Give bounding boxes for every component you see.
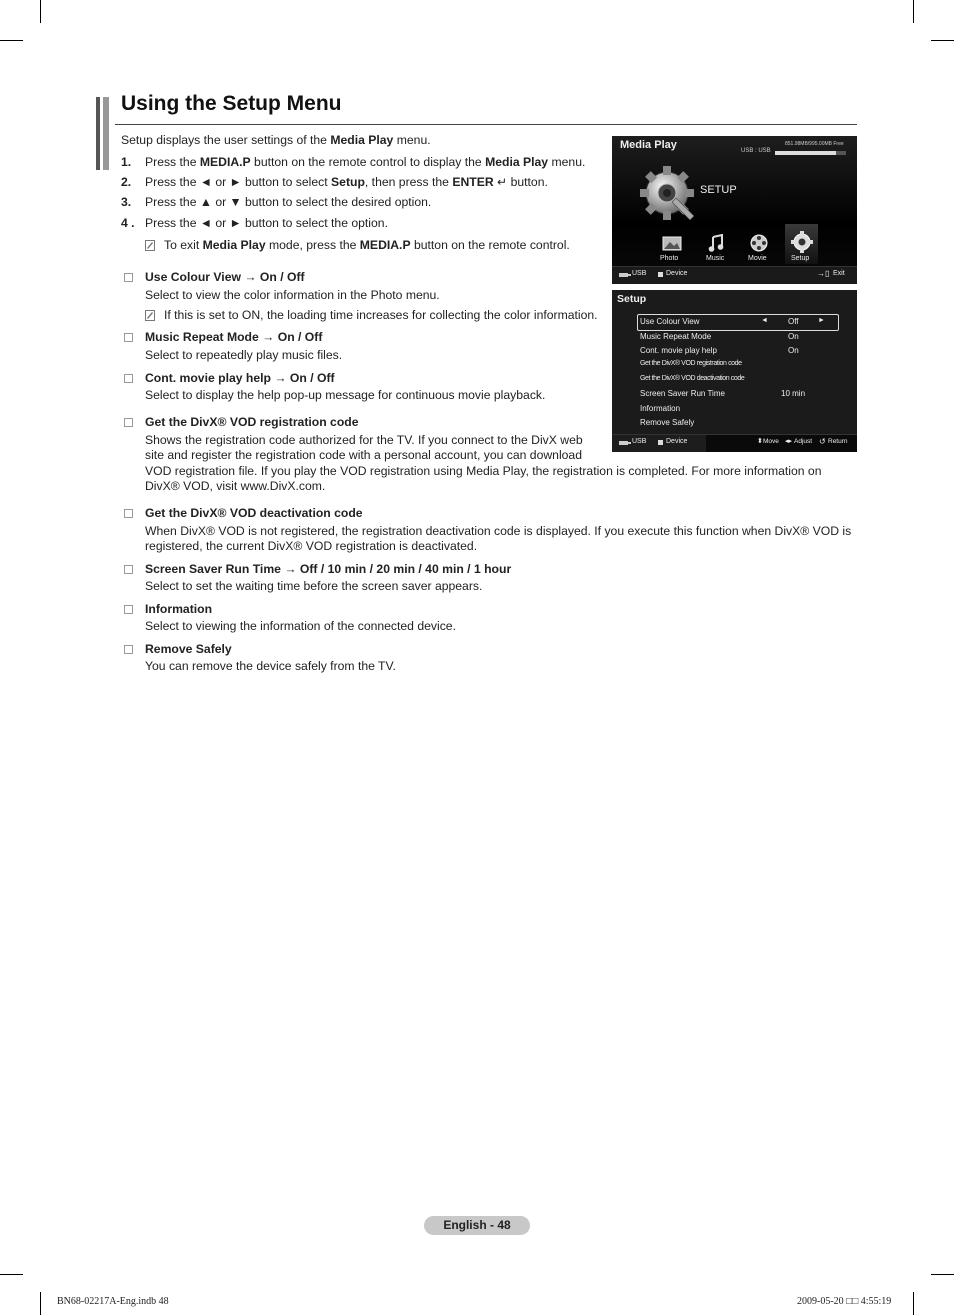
step-number: 1. (121, 155, 132, 169)
bullet-square-icon (124, 273, 133, 282)
setup-row-label[interactable]: Information (640, 404, 681, 413)
page-number-badge: English - 48 (424, 1216, 530, 1235)
usage-bar (775, 151, 846, 155)
media-play-title: Media Play (620, 139, 677, 151)
selected-menu-label: SETUP (700, 184, 737, 196)
arrow-right-icon[interactable]: ► (818, 317, 825, 324)
setup-row-value[interactable]: On (788, 332, 799, 341)
setup-row-label[interactable]: Get the DivX® VOD deactivation code (640, 375, 745, 382)
tab-photo[interactable]: Photo (660, 255, 679, 262)
text-run: Press the ▲ or ▼ button to select the desired option. (145, 195, 432, 209)
setup-gear-icon (638, 166, 696, 222)
bold-term: Setup (331, 175, 365, 189)
note-icon (145, 240, 155, 251)
item-heading: Screen Saver Run Time → Off / 10 min / 20 min / 40 min / 1 hour (145, 562, 512, 576)
item-description: Shows the registration code authorized for the TV. If you connect to the DivX web (145, 433, 583, 447)
exit-note (164, 238, 570, 253)
text-run: To exit (164, 238, 203, 252)
setup-row-label[interactable]: Music Repeat Mode (640, 332, 712, 341)
usage-bar-fill (775, 151, 836, 155)
move-icon: ⬍ (757, 438, 763, 445)
title-accent-bar (103, 97, 109, 170)
crop-mark (913, 1292, 914, 1315)
note-icon (145, 310, 155, 321)
setup-row-label[interactable]: Use Colour View (640, 317, 700, 326)
text-run: , then press the (364, 175, 453, 189)
item-heading: Get the DivX® VOD registration code (145, 415, 359, 429)
setup-tab-icon[interactable] (791, 231, 813, 253)
item-description: Select to viewing the information of the connected device. (145, 619, 456, 633)
bullet-square-icon (124, 418, 133, 427)
tab-setup[interactable]: Setup (791, 255, 810, 262)
setup-screen-footer (612, 434, 857, 452)
bold-term: MEDIA.P (359, 238, 411, 252)
item-description: Select to display the help pop-up message for continuous movie playback. (145, 388, 546, 402)
bold-term: ENTER (452, 175, 494, 189)
capacity-label: 851.98MB/995.00MB Free (785, 141, 844, 147)
setup-screen (612, 290, 857, 451)
step-text (145, 195, 431, 210)
tab-music[interactable]: Music (706, 255, 725, 262)
footer-device: Device (666, 438, 688, 445)
usb-label: USB : USB (741, 148, 771, 154)
text-run: Press the (145, 155, 200, 169)
bold-term: Media Play (485, 155, 549, 169)
crop-mark (913, 0, 914, 23)
crop-mark (0, 1274, 23, 1275)
setup-row-label[interactable]: Cont. movie play help (640, 346, 717, 355)
step-number: 3. (121, 195, 132, 209)
setup-row-label[interactable]: Screen Saver Run Time (640, 389, 725, 398)
bullet-square-icon (124, 645, 133, 654)
footer-device: Device (666, 270, 688, 277)
text-run: mode, press the (265, 238, 360, 252)
item-description: registered, the current DivX® VOD registration is deactivated. (145, 539, 478, 553)
bullet-square-icon (124, 565, 133, 574)
print-timestamp: 2009-05-20 □□ 4:55:19 (797, 1296, 892, 1307)
step-text (145, 155, 585, 170)
item-heading: Cont. movie play help → On / Off (145, 371, 335, 385)
item-description: When DivX® VOD is not registered, the registration deactivation code is displayed. If you execute this function when DivX® VOD is (145, 524, 852, 538)
setup-row-value[interactable]: Off (788, 317, 799, 326)
media-play-screen (612, 136, 857, 283)
text-run: menu. (548, 155, 586, 169)
media-play-footer (612, 266, 857, 284)
usb-icon (619, 440, 631, 446)
step-text (145, 216, 388, 231)
adjust-icon: ◂▸ (785, 438, 793, 445)
footer-return[interactable]: Return (828, 438, 848, 445)
device-icon (658, 440, 663, 445)
return-icon[interactable]: ↺ (819, 437, 826, 446)
item-description: Select to set the waiting time before the screen saver appears. (145, 579, 483, 593)
footer-usb: USB (632, 270, 647, 277)
page-title: Using the Setup Menu (121, 92, 342, 115)
footer-move: Move (763, 438, 779, 445)
arrow-left-icon[interactable]: ◄ (761, 317, 768, 324)
usb-icon (619, 272, 631, 278)
tab-movie[interactable]: Movie (748, 255, 767, 262)
item-heading: Get the DivX® VOD deactivation code (145, 506, 363, 520)
text-run: Press the ◄ or ► button to select the option. (145, 216, 388, 230)
text-run: button on the remote control. (410, 238, 570, 252)
item-description: site and register the registration code with a personal account, you can download (145, 448, 582, 462)
setup-row-label[interactable]: Get the DivX® VOD registration code (640, 360, 742, 367)
bullet-square-icon (124, 333, 133, 342)
bold-term: MEDIA.P (199, 155, 251, 169)
file-name: BN68-02217A-Eng.indb 48 (57, 1296, 169, 1307)
footer-exit[interactable]: Exit (833, 270, 845, 277)
setup-row-label[interactable]: Remove Safely (640, 418, 695, 427)
title-divider (115, 124, 857, 125)
item-description: VOD registration file. If you play the VOD registration using Media Play, the registration is completed. For more information on (145, 464, 822, 478)
item-description: Select to repeatedly play music files. (145, 348, 343, 362)
setup-row-value[interactable]: On (788, 346, 799, 355)
item-description: DivX® VOD, visit www.DivX.com. (145, 479, 326, 493)
crop-mark (931, 40, 954, 41)
footer-adjust: Adjust (794, 438, 813, 445)
exit-icon[interactable]: →▯ (817, 269, 830, 278)
bullet-square-icon (124, 374, 133, 383)
item-description: You can remove the device safely from the TV. (145, 659, 396, 673)
bullet-square-icon (124, 605, 133, 614)
step-text (145, 175, 548, 190)
photo-icon[interactable] (662, 236, 682, 251)
crop-mark (40, 0, 41, 23)
item-description: Select to view the color information in the Photo menu. (145, 288, 440, 302)
bullet-square-icon (124, 509, 133, 518)
intro-text: Setup displays the user settings of the Media Play menu. (121, 133, 431, 147)
footer-usb: USB (632, 438, 647, 445)
text-run: ↵ button. (493, 175, 548, 189)
music-icon[interactable] (708, 234, 724, 252)
item-heading: Use Colour View → On / Off (145, 270, 305, 284)
crop-mark (0, 40, 23, 41)
crop-mark (40, 1292, 41, 1315)
bold-term: Media Play (202, 238, 266, 252)
item-note: If this is set to ON, the loading time increases for collecting the color information. (164, 308, 598, 322)
item-heading: Information (145, 602, 213, 616)
setup-row-value[interactable]: 10 min (781, 389, 806, 398)
movie-icon[interactable] (750, 234, 768, 252)
device-icon (658, 272, 663, 277)
item-heading: Music Repeat Mode → On / Off (145, 330, 323, 344)
step-number: 4 . (121, 216, 135, 230)
text-run: Press the ◄ or ► button to select (145, 175, 332, 189)
title-accent-bar (96, 97, 100, 170)
text-run: button on the remote control to display the (250, 155, 486, 169)
crop-mark (931, 1274, 954, 1275)
step-number: 2. (121, 175, 132, 189)
setup-screen-title: Setup (617, 293, 647, 305)
item-heading: Remove Safely (145, 642, 232, 656)
